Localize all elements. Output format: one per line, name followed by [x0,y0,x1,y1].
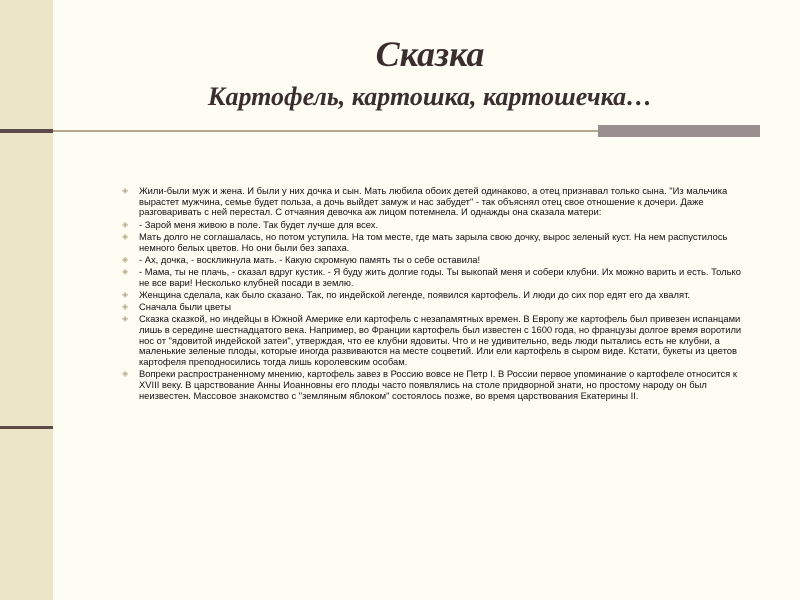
list-item [122,220,748,231]
bullet-icon: ◈ [122,289,129,299]
body-text-list [122,186,748,403]
list-item [122,302,748,313]
list-item [122,232,748,253]
title-rule-right-block [598,125,760,137]
title-rule-left-accent [0,129,53,133]
bullet-icon: ◈ [122,266,129,276]
bullet-icon: ◈ [122,186,129,195]
bullet-icon: ◈ [122,219,129,229]
list-item [122,369,748,401]
title-subtitle: Картофель, картошка, картошечка… [207,82,653,111]
bullet-icon: ◈ [122,314,129,324]
list-item [122,314,748,368]
bullet-icon: ◈ [122,231,129,241]
paragraph-text: - Зарой меня живою в поле. Так будет лучше для всех. [139,218,379,230]
paragraph-text: Женщина сделала, как было сказано. Так, по индейской легенде, появился картофель. И люди до сих пор едят его да хвалят. [139,288,690,300]
left-band-accent-bar [0,426,53,429]
list-item [122,267,748,288]
section-heading-text: Сначала были цветы [139,301,231,313]
list-item [122,290,748,301]
paragraph-text: - Мама, ты не плачь, - сказал вдруг кустик. - Я буду жить долгие годы. Ты выкопай меня и собери клубни. Их можно варить и есть. Только не все вари! Несколько клубней посади в землю. [139,265,741,288]
paragraph-text: Мать долго не соглашалась, но потом уступила. На том месте, где мать зарыла свою дочку, вырос зеленый куст. На нем распустилось немного белых цветов. Но они были без запаха. [139,230,728,253]
paragraph-text: Вопреки распространенному мнению, картофель завез в Россию вовсе не Петр I. В России первое упоминание о картофеле относится к XVIII веку. В царствование Анны Иоанновны его плоды часто появлялись на столе придворной знати, но простому народу он был неизвестен. Массовое знакомство с "земляным яблоком" состоялось позже, во время царствования Екатерины II. [139,368,737,401]
list-item [122,255,748,266]
paragraph-text: - Ах, дочка, - воскликнула мать. - Какую скромную память ты о себе оставила! [139,253,481,265]
list-item [122,186,748,218]
paragraph-text: Сказка сказкой, но индейцы в Южной Америке ели картофель с незапамятных времен. В Европу же картофель был привезен испанцами лишь в середине шестнадцатого века. Например, во Франции картофель был известен с 1600 года, но французы долгое время воротили нос от "ядовитой индейской затеи", утверждая, что ее клубни ядовиты. Что и не удивительно, ведь люди пытались есть не клубни, а маленькие зеленые плоды, которые иногда развиваются на месте соцветий. Или ели картофель в сыром виде. Кстати, букеты из цветов картофеля преподносились тогда лишь королевским особам. [139,313,742,368]
paragraph-text: Жили-были муж и жена. И были у них дочка и сын. Мать любила обоих детей одинаково, а отец признавал только сына. "Из мальчика вырастет мужчина, семье будет польза, а дочь выйдет замуж и нас забудет" - так объяснял отец свое отношение к дочери. Даже разговаривать с ней перестал. С отчаяния девочка аж лицом потемнела. И однажды она сказала матери: [139,185,728,218]
title-main: Сказка [375,34,485,74]
bullet-icon: ◈ [122,302,129,312]
slide-title [60,30,800,115]
title-rule-line [53,130,598,132]
left-decorative-band [0,0,53,600]
bullet-icon: ◈ [122,369,129,379]
bullet-icon: ◈ [122,254,129,264]
